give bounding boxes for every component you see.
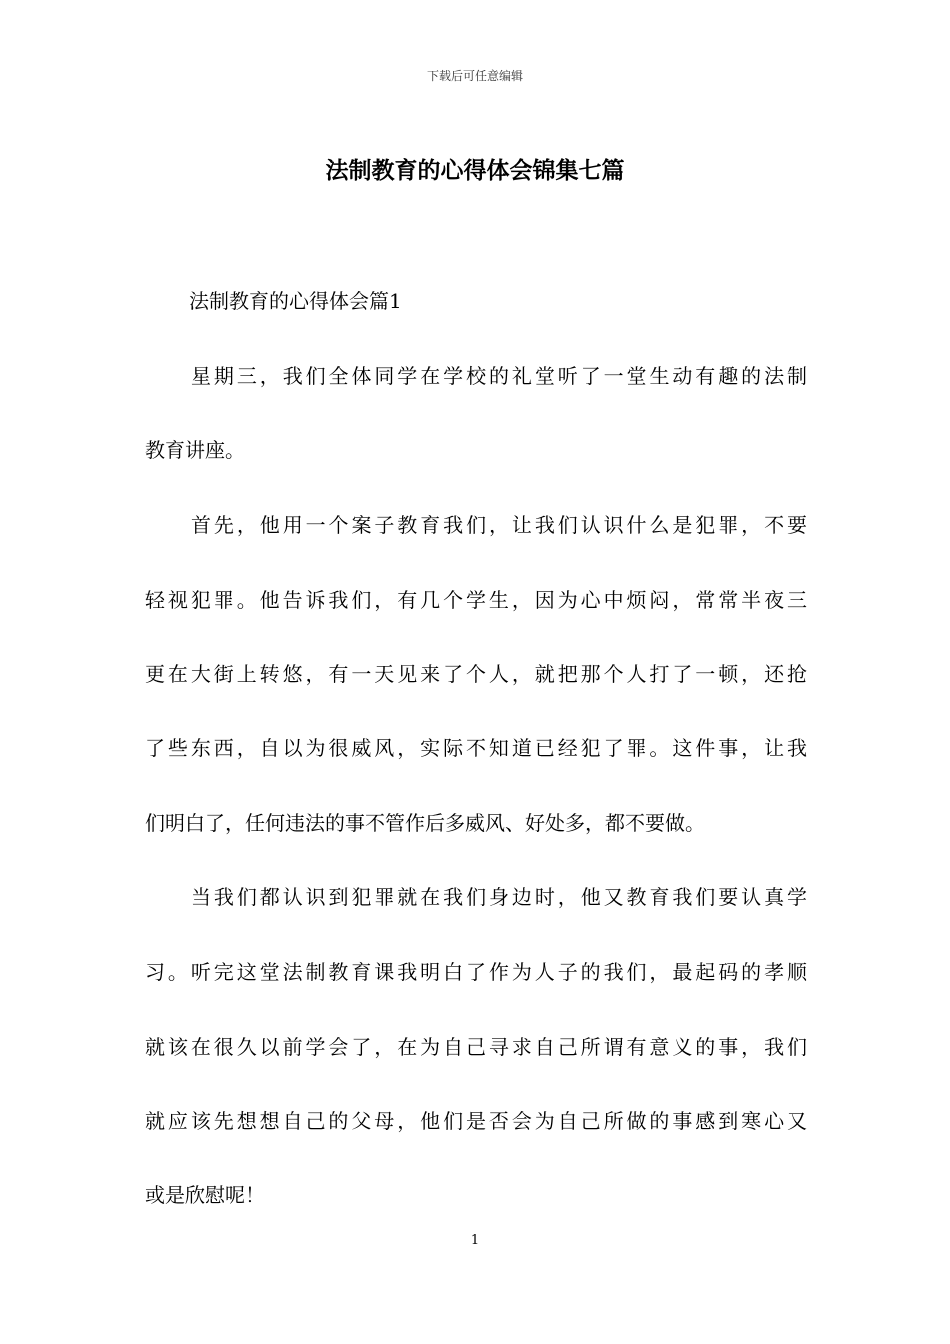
page-number: 1 [470,1233,480,1248]
paragraph-line: 星期三，我们全体同学在学校的礼堂听了一堂生动有趣的法制 [191,364,807,388]
paragraph-line: 或是欣慰呢！ [145,1183,265,1207]
paragraph-line: 教育讲座。 [145,438,245,462]
document-title: 法制教育的心得体会锦集七篇 [325,157,625,184]
paragraph-line: 更在大街上转悠，有一天见来了个人，就把那个人打了一顿，还抢 [145,662,807,686]
paragraph-line: 当我们都认识到犯罪就在我们身边时，他又教育我们要认真学 [191,885,807,909]
paragraph-line: 了些东西，自以为很威风，实际不知道已经犯了罪。这件事，让我 [145,736,807,760]
paragraph-line: 就应该先想想自己的父母，他们是否会为自己所做的事感到寒心又 [145,1109,807,1133]
paragraph-line: 习。听完这堂法制教育课我明白了作为人子的我们，最起码的孝顺 [145,960,807,984]
header-note: 下载后可任意编辑 [426,69,523,83]
paragraph-line: 们明白了，任何违法的事不管作后多威风、好处多，都不要做。 [145,811,705,835]
paragraph-line: 轻视犯罪。他告诉我们，有几个学生，因为心中烦闷，常常半夜三 [145,588,807,612]
paragraph-line: 首先，他用一个案子教育我们，让我们认识什么是犯罪，不要 [191,513,807,537]
section-heading: 法制教育的心得体会篇1 [189,289,402,313]
paragraph-line: 就该在很久以前学会了，在为自己寻求自己所谓有意义的事，我们 [145,1035,807,1059]
